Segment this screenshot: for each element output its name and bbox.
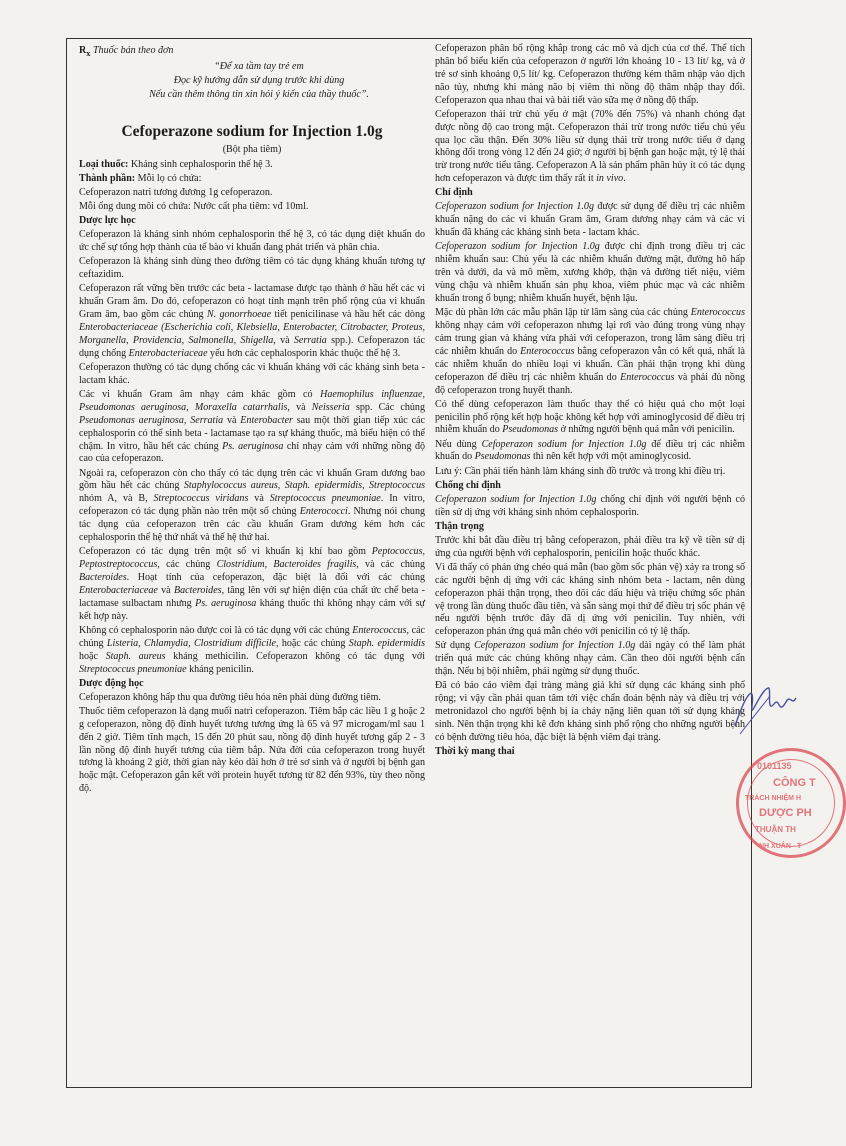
section-paragraph: Cefoperazon sodium for Injection 1.0g được chỉ định trong điều trị các nhiễm khuẩn sau: Chủ yếu là các nhiễm khuẩn đường mật, đường hô hấp trên và dưới, da và mô mềm, xương khớp, thận và đường tiết niệu, viêm vùng chậu và nhiễm khuẩn sản phụ khoa, viêm phúc mạc và các nhiễm khuẩn trong ổ bụng; nhiễm khuẩn huyết, bệnh lậu. <box>435 241 745 304</box>
section-paragraph: Ngoài ra, cefoperazon còn cho thấy có tác dụng trên các vi khuẩn Gram dương bao gồm hầu hết các chủng Staphylococcus aureus, Staph. epidermidis, Streptococcus nhóm A, và B, Streptococcus viridans và Streptococcus pneumoniae. In vitro, cefoperazon có tác dụng phần nào trên một số chủng Enterococci. Nhưng nói chung tác dụng của cefoperazon trên các cầu khuẩn Gram dương kém hơn các cephalosporin thế hệ thứ nhất và thế hệ thứ hai. <box>79 467 425 544</box>
section-heading: Chỉ định <box>435 187 473 199</box>
section-paragraph: Cefoperazon thải trừ chủ yếu ở mật (70% đến 75%) và nhanh chóng đạt được nồng độ cao trong mật. Cefoperazon thải trừ trong nước tiểu chủ yếu qua lọc cầu thận. Đến 30% liều sử dụng thải trừ trong nước tiểu ở dạng không đổi trong vòng 12 đến 24 giờ; ở người bị bệnh gan hoặc mật, tỷ lệ thải trừ trong nước tiểu tăng. Cefoperazon A là sản phẩm phân hủy ít có tác dụng hơn cefoperazon và được tìm thấy rất ít in vivo. <box>435 108 745 185</box>
company-stamp <box>736 748 846 858</box>
stamp-line: DƯỢC PH <box>759 807 812 819</box>
section-paragraph: Thuốc tiêm cefoperazon là dạng muối natri cefoperazon. Tiêm bắp các liều 1 g hoặc 2 g cefoperazon, nồng độ đỉnh huyết tương tương ứng là 65 và 97 microgam/ml sau 1 đến 2 giờ. Tiêm tĩnh mạch, 15 đến 20 phút sau, nồng độ đỉnh huyết tương gấp 2 - 3 lần nồng độ đỉnh huyết tương của tiêm bắp. Nửa đời của cefoperazon trong huyết tương là khoảng 2 giờ, thời gian này kéo dài hơn ở trẻ sơ sinh và ở người bị bệnh gan hoặc mật. Cefoperazon gắn kết với protein huyết tương từ 82 đến 93%, tùy theo nồng độ. <box>79 705 425 795</box>
section-paragraph: Cefoperazon có tác dụng trên một số vi khuẩn kị khí bao gồm Peptococcus, Peptostreptococcus, các chủng Clostridium, Bacteroides fragilis, và các chủng Bacteroides. Hoạt tính của cefoperazon, đặc biệt là đối với các chủng Enterobacteriaceae và Bacteroides, tăng lên với sự hiện diện của chất ức chế beta - lactamase sulbactam nhưng Ps. aeruginosa kháng thuốc thì không nhạy cảm với sự kết hợp này. <box>79 546 425 622</box>
section-paragraph: Không có cephalosporin nào được coi là có tác dụng với các chủng Enterococcus, các chủng Listeria, Chlamydia, Clostridium difficile, hoặc các chủng Staph. epidermidis hoặc Staph. aureus kháng methicilin. Cefoperazon không có tác dụng với Streptococcus pneumoniae kháng penicilin. <box>79 624 426 675</box>
stamp-line: CÔNG T <box>773 777 816 789</box>
stamp-line: NH XUÂN - T <box>759 843 802 850</box>
section-paragraph: Nếu dùng Cefoperazon sodium for Injection 1.0g để điều trị các nhiễm khuẩn do Pseudomonas thì nên kết hợp với một aminoglycosid. <box>435 438 746 463</box>
section-paragraph: Cefoperazon rất vững bền trước các beta - lactamase được tạo thành ở hầu hết các vi khuẩn Gram âm. Do đó, cefoperazon có hoạt tính mạnh trên phổ rộng của vi khuẩn Gram âm, bao gồm các chủng N. gonorrhoeae tiết penicilinase và hầu hết các dòng Enterobacteriaceae (Escherichia coli, Klebsiella, Enterobacter, Citrobacter, Proteus, Morganella, Providencia, Salmonella, Shigella, và Serratia spp.). Cefoperazon tác dụng chống Enterobacteriaceae yếu hơn các cephalosporin khác thuộc thế hệ 3. <box>79 283 425 359</box>
stamp-number: 0101135 <box>757 761 792 771</box>
section-paragraph: Cefoperazon là kháng sinh nhóm cephalosporin thế hệ 3, có tác dụng diệt khuẩn do ức chế sự tổng hợp thành của tế bào vi khuẩn đang phát triển và phân chia. <box>79 229 425 254</box>
section-paragraph: Đã có báo cáo viêm đại tràng màng giả khi sử dụng các kháng sinh phổ rộng; vì vậy cần phải quan tâm tới việc chẩn đoán bệnh này và điều trị với metronidazol cho người bệnh bị ỉa chảy nặng liên quan tới sử dụng kháng sinh. Nên thận trọng khi kê đơn kháng sinh phổ rộng cho những người bệnh có bệnh đường tiêu hóa, đặc biệt là bệnh viêm đại tràng. <box>435 680 745 743</box>
left-sections <box>79 215 425 796</box>
composition-line: Mỗi ống dung môi có chứa: Nước cất pha tiêm: vđ 10ml. <box>79 201 309 213</box>
section-heading: Dược động học <box>79 677 144 689</box>
warning-line-1: “Để xa tầm tay trẻ em <box>214 60 304 72</box>
right-column <box>435 43 745 760</box>
product-subtitle: (Bột pha tiêm) <box>222 143 282 155</box>
leaflet-frame <box>66 38 752 1088</box>
prescription-label: $R_x$ Thuốc bán theo đơn <box>79 45 174 58</box>
composition-line: Cefoperazon natri tương đương 1g cefoperazon. <box>79 187 273 199</box>
product-title: Cefoperazone sodium for Injection 1.0g <box>121 123 383 141</box>
section-paragraph: Trước khi bắt đầu điều trị bằng cefoperazon, phải điều tra kỹ về tiền sử dị ứng của người bệnh với cephalosporin, penicilin hoặc thuốc khác. <box>435 534 745 559</box>
section-heading: Chống chỉ định <box>435 479 501 491</box>
section-paragraph: Mặc dù phần lớn các mẫu phân lập từ lâm sàng của các chủng Enterococcus không nhạy cảm với cefoperazon nhưng lại rơi vào đúng trong vùng nhạy cảm trung gian và kháng vừa phải với cefoperazon, trong lâm sàng điều trị các nhiễm khuẩn do Enterococcus bằng cefoperazon vẫn có kết quả, nhất là các nhiễm khuẩn do nhiều loại vi khuẩn. Cần phải thận trọng khi dùng cefoperazon để điều trị các nhiễm khuẩn do Enterococcus và phải đủ nồng độ cefoperazon trong huyết thanh. <box>435 307 745 396</box>
section-heading: Thận trọng <box>435 520 484 532</box>
section-paragraph: Có thể dùng cefoperazon làm thuốc thay thế có hiệu quả cho một loại penicilin phổ rộng kết hợp hoặc không kết hợp với aminoglycosid để điều trị nhiễm khuẩn do Pseudomonas ở những người bệnh quá mẫn với penicilin. <box>435 398 745 436</box>
stamp-line: TRÁCH NHIỆM H <box>745 795 801 802</box>
section-paragraph: Cefoperazon sodium for Injection 1.0g chống chỉ định với người bệnh có tiền sử dị ứng với kháng sinh nhóm cephalosporin. <box>435 493 746 518</box>
section-heading: Thời kỳ mang thai <box>435 746 515 758</box>
section-paragraph: Sử dụng Cefoperazon sodium for Injection 1.0g dài ngày có thể làm phát triển quá mức các chủng không nhạy cảm. Cần theo dõi người bệnh cẩn thận. Nếu bị bội nhiễm, phải ngừng sử dụng thuốc. <box>435 640 746 678</box>
section-paragraph: Cefoperazon không hấp thu qua đường tiêu hóa nên phải dùng đường tiêm. <box>79 691 381 703</box>
section-paragraph: Cefoperazon thường có tác dụng chống các vi khuẩn kháng với các kháng sinh beta - lactam khác. <box>79 361 425 386</box>
section-paragraph: Cefoperazon phân bố rộng khắp trong các mô và dịch của cơ thể. Thể tích phân bố biểu kiến của cefoperazon ở người lớn khoảng 10 - 13 lít/ kg, và ở trẻ sơ sinh khoảng 0,5 lít/ kg. Cefoperazon thường kém thâm nhập vào dịch não tủy, nhưng khi màng não bị viêm thì nồng độ thâm nhập thay đổi. Cefoperazon qua nhau thai và bài tiết vào sữa mẹ ở nồng độ thấp. <box>435 43 745 106</box>
warning-line-2: Đọc kỹ hướng dẫn sử dụng trước khi dùng <box>173 75 345 87</box>
signature <box>730 676 800 736</box>
stamp-line: THUẬN TH <box>755 825 796 834</box>
drug-class: Loại thuốc: Kháng sinh cephalosporin thế hệ 3. <box>79 158 273 170</box>
section-paragraph: Cefoperazon là kháng sinh dùng theo đường tiêm có tác dụng kháng khuẩn tương tự ceftazidim. <box>79 256 425 281</box>
section-heading: Dược lực học <box>79 215 136 227</box>
section-paragraph: Các vi khuẩn Gram âm nhạy cảm khác gồm có Haemophilus influenzae, Pseudomonas aeruginosa, Moraxella catarrhalis, và Neisseria spp. Các chủng Pseudomonas aeruginosa, Serratia và Enterobacter sau một thời gian tiếp xúc các cephalosporin có thể sinh beta - lactamase tạo ra sự kháng thuốc, mà biểu hiện có thể chậm. In vitro, hầu hết các chủng Ps. aeruginosa chỉ nhạy cảm với những nồng độ cao của cefoperazon. <box>79 388 426 465</box>
right-sections <box>435 43 745 759</box>
left-column <box>79 45 425 797</box>
section-paragraph: Lưu ý: Cần phải tiến hành làm kháng sinh đồ trước và trong khi điều trị. <box>435 465 726 477</box>
composition-heading: Thành phần: Mỗi lọ có chứa: <box>79 172 202 184</box>
section-paragraph: Cefoperazon sodium for Injection 1.0g được sử dụng để điều trị các nhiễm khuẩn nặng do các vi khuẩn Gram âm, Gram dương nhạy cảm và các vi khuẩn đã kháng các kháng sinh beta - lactam khác. <box>435 201 746 239</box>
section-paragraph: Vì đã thấy có phản ứng chéo quá mẫn (bao gồm sốc phản vệ) xảy ra trong số các người bệnh dị ứng với các kháng sinh nhóm beta - lactam, nên dùng cefoperazon phải thận trọng, theo dõi các dấu hiệu và triệu chứng sốc phản vệ trong lần dùng thuốc đầu tiên, và sẵn sàng mọi thứ để điều trị sốc phản vệ nếu người bệnh trước đây đã dị ứng với penicilin. Tuy nhiên, với cefoperazon phản ứng quá mẫn chéo với penicilin có tỷ lệ thấp. <box>435 561 745 638</box>
warning-line-3: Nếu cần thêm thông tin xin hỏi ý kiến của thầy thuốc”. <box>149 89 369 101</box>
